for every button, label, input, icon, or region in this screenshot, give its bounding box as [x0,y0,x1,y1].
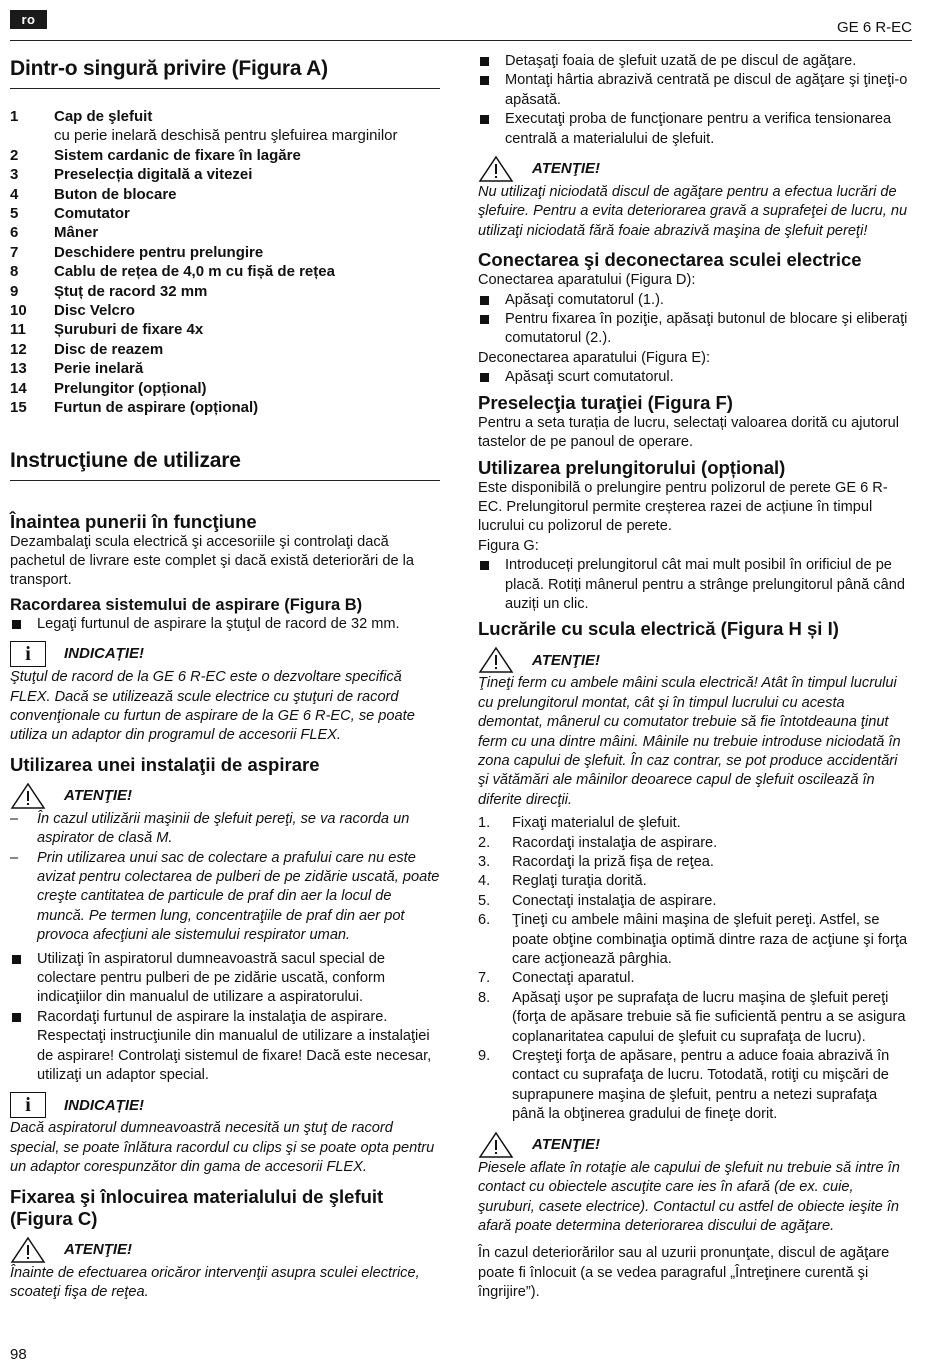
warning-item: – În cazul utilizării maşinii de şlefuit pereţi, se va racorda un aspirator de clasă M. [10,810,440,849]
page-number: 98 [10,1346,27,1363]
warning-text: Piesele aflate în rotaţie ale capului de şlefuit nu trebuie să intre în contact cu obiectele ascuţite care ies în afară (de ex. cuie, şuruburi, casete electrice). Contactul cu astfel de obiecte ieşite în afară poate determina deteriorarea discului de agăţare. [478,1159,900,1234]
step-number: 9. [478,1048,491,1065]
step-item [478,814,910,833]
warning-text: Nu utilizaţi niciodată discul de agăţare pentru a efectua lucrări de şlefuire. Pentru a evita deteriorarea gravă a suprafeţei de lucru, nu utilizaţi niciodată fără foaie abrazivă maşina de şlefuit pereţi! [478,184,908,239]
part-label: Disc de reazem [54,340,164,358]
extraction-bullets [10,950,440,1086]
part-label: Prelungitor (opțional) [54,379,207,397]
warning-item: – Prin utilizarea unui sac de colectare a prafului care nu este avizat pentru colectarea de pulberi de pe zidărie uscată, poate creşte cantitatea de particule de praf din aer la locul de muncă. Pe termen lung, concentraţiile de praf din aer pot provoca afecţiuni ale sistemului respirator uman. [10,849,440,946]
part-number: 12 [10,340,27,358]
note-text: Dacă aspiratorul dumneavoastră necesită un ştuţ de racord special, se poate înlătura racordul cu clips şi se poate opta pentru un adaptor corespunzător din gama de accesorii FLEX. [10,1120,435,1176]
bullet-item: Racordaţi furtunul de aspirare la instalaţia de aspirare. Respectaţi instrucţiunile din manualul de utilizare a instalaţiei de aspirare! Controlaţi sistemul de fixare! Dacă este necesar, utilizaţi un adaptor special. [10,1008,440,1086]
warning-header [478,155,910,183]
dust-extraction-heading: Racordarea sistemului de aspirare (Figura B) [10,595,363,614]
switch-on-intro: Conectarea aparatului (Figura D): [478,272,696,289]
right-column [478,52,910,1303]
part-item [10,243,440,262]
note-label: INDICAȚIE! [64,1096,144,1114]
warning-header [478,1131,910,1159]
part-number: 1 [10,108,19,125]
step-text: Fixaţi materialul de şlefuit. [512,815,681,832]
header-rule [10,40,912,41]
bullet-item: Apăsaţi comutatorul (1.). [478,291,910,310]
part-label: Cablu de rețea de 4,0 m cu fișă de rețea [54,263,335,281]
bullet-item: Apăsaţi scurt comutatorul. [478,368,910,387]
step-item [478,989,910,1047]
steps-list [478,814,910,1125]
bullet-item: Detaşaţi foaia de şlefuit uzată de pe discul de agăţare. [478,52,910,71]
step-text: Racordaţi instalaţia de aspirare. [512,834,718,851]
part-item [10,107,440,126]
part-number: 15 [10,399,27,417]
part-item [10,359,440,378]
step-number: 5. [478,892,491,909]
step-text: Conectaţi aparatul. [512,970,635,987]
part-item [10,301,440,320]
part-item [10,320,440,339]
step-text: Ţineţi cu ambele mâini maşina de şlefuit pereţi. Astfel, se poate obţine combinaţia optimă dintre raza de acţiune şi forţa care acţionează pârghia. [512,912,908,968]
switch-off-bullets [478,368,910,387]
step-number: 4. [478,873,491,890]
extension-heading: Utilizarea prelungitorului (opțional) [478,456,786,478]
note-header [10,1091,440,1119]
part-label: Mâner [54,224,99,242]
note-text: Ştuţul de racord de la GE 6 R-EC este o dezvoltare specifică FLEX. Dacă se utilizează scule electrice cu ştuţuri de racord convenţionale cu furtun de aspirare de la GE 6 R-EC, se poate utiliza un adaptor din programul de accesorii FLEX. [10,669,415,744]
step-item [478,872,910,891]
note-label: INDICAȚIE! [64,645,144,663]
part-label: Preselecția digitală a vitezei [54,166,253,184]
extraction-system-heading: Utilizarea unei instalaţii de aspirare [10,753,320,775]
part-item [10,340,440,359]
warning-triangle-icon [478,155,514,183]
part-number: 7 [10,243,19,261]
step-number: 2. [478,834,491,851]
switch-off-intro: Deconectarea aparatului (Figura E): [478,349,710,366]
before-use-heading: Înaintea punerii în funcţiune [10,510,257,532]
part-label: Disc Velcro [54,302,135,320]
step-item [478,969,910,988]
warning-text: Înainte de efectuarea oricăror intervenţii asupra sculei electrice, scoateţi fişa de reţea. [10,1264,420,1301]
step-number: 6. [478,912,491,929]
info-icon: i [10,641,46,667]
part-number: 2 [10,146,19,164]
part-label: Buton de blocare [54,185,177,203]
left-column [10,52,440,1302]
bullet-item: Introduceți prelungitorul cât mai mult posibil în orificiul de pe placă. Rotiți mânerul pentru a strânge prelungitorul până când auziți un clic. [478,556,910,614]
warning-triangle-icon [10,1236,46,1264]
note-header [10,640,440,668]
step-item [478,834,910,853]
switch-on-bullets [478,291,910,349]
warning-header [478,646,910,674]
step-text: Racordaţi la priză fişa de reţea. [512,854,714,870]
part-item [10,165,440,184]
step-item [478,911,910,969]
part-number: 6 [10,224,19,242]
part-item [10,398,440,417]
usage-heading: Instrucţiune de utilizare [10,448,241,472]
part-number: 13 [10,360,27,378]
part-number: 10 [10,302,27,320]
model-name: GE 6 R-EC [836,19,912,36]
before-use-text: Dezambalaţi scula electrică şi accesoriile şi controlaţi dacă pachetul de livrare este complet şi dacă există deteriorări de la transport. [10,533,414,589]
extension-bullets [478,556,910,614]
part-number: 8 [10,263,19,281]
part-label: Ștuț de racord 32 mm [54,282,208,300]
warning-label: ATENŢIE! [532,1135,601,1153]
bullet-item: Legaţi furtunul de aspirare la ştuţul de racord de 32 mm. [10,615,440,634]
part-item [10,204,440,223]
warning-label: ATENŢIE! [532,651,601,669]
bullet-item: Utilizaţi în aspiratorul dumneavoastră sacul special de colectare pentru pulberi de pe zidărie uscată, conform indicaţiilor din manualul de utilizare a aspiratorului. [10,950,440,1008]
warning-header [10,782,440,810]
part-item [10,379,440,398]
language-tab: ro [10,10,47,29]
part-label: Comutator [54,205,130,223]
sanding-bullets [478,52,910,149]
step-text: Reglaţi turaţia dorită. [512,873,647,890]
warning-label: ATENŢIE! [64,787,133,805]
part-number: 14 [10,379,27,397]
speed-preselection-heading: Preselecţia turaţiei (Figura F) [478,391,733,413]
step-text: Creşteţi forţa de apăsare, pentru a aduce foaia abrazivă în contact cu suprafaţa de lucru. Totodată, rotiţi cu mişcări de suprapunere maşina de şlefuit, pentru a netezi suprafaţa până la obţinerea gradului de fineţe dorit. [512,1048,890,1123]
dust-bullets [10,615,440,634]
part-item [10,262,440,281]
part-number: 5 [10,205,19,223]
step-item [478,853,910,872]
extension-figure-label: Figura G: [478,537,539,554]
step-number: 1. [478,815,491,832]
step-number: 8. [478,989,491,1006]
part-label: Cap de şlefuit [54,108,153,125]
warning-label: ATENŢIE! [64,1240,133,1258]
parts-list [10,107,440,418]
warning-label: ATENŢIE! [532,160,601,178]
part-label: Sistem cardanic de fixare în lagăre [54,146,301,164]
part-label: Șuruburi de fixare 4x [54,321,204,339]
switch-on-off-heading: Conectarea şi deconectarea sculei electrice [478,249,862,271]
step-number: 3. [478,854,491,870]
part-item [10,223,440,242]
part-description: cu perie inelară deschisă pentru şlefuirea marginilor [54,127,398,145]
part-label: Furtun de aspirare (opțional) [54,399,259,417]
info-icon: i [10,1092,46,1118]
part-label: Deschidere pentru prelungire [54,243,264,261]
overview-heading: Dintr-o singură privire (Figura A) [10,57,328,80]
speed-text: Pentru a seta turația de lucru, selectați valoarea dorită cu ajutorul tastelor de pe panoul de operare. [478,414,900,451]
step-item [478,1047,910,1125]
warning-triangle-icon [478,646,514,674]
part-label: Perie inelară [54,360,144,378]
bullet-item: Montaţi hârtia abrazivă centrată pe discul de agăţare şi ţineţi-o apăsată. [478,71,910,110]
extension-text: Este disponibilă o prelungire pentru polizorul de perete GE 6 R-EC. Prelungitorul permite creșterea razei de acțiune în timpul lucrului cu polizorul de perete. [478,479,888,535]
working-heading: Lucrările cu scula electrică (Figura H și I) [478,618,839,640]
final-text: În cazul deteriorărilor sau al uzurii pronunţate, discul de agăţare poate fi înlocuit (a se vedea paragraful „Întreţinere curentă şi îngrijire”). [478,1245,890,1301]
step-text: Apăsaţi uşor pe suprafaţa de lucru maşina de şlefuit pereţi (forţa de apăsare trebuie să fie suficientă pentru a se asigura coplanaritatea capului de şlefuit cu suprafaţa de lucru). [512,989,906,1045]
part-number: 11 [10,321,26,339]
warning-list [10,810,440,946]
bullet-item: Pentru fixarea în poziţie, apăsaţi butonul de blocare şi eliberaţi comutatorul (2.). [478,310,910,349]
sanding-material-heading: Fixarea şi înlocuirea materialului de şlefuit (Figura C) [10,1185,384,1229]
part-item [10,185,440,204]
warning-triangle-icon [478,1131,514,1159]
part-number: 4 [10,185,19,203]
step-item [478,892,910,911]
step-text: Conectaţi instalaţia de aspirare. [512,892,717,909]
part-item [10,282,440,301]
part-number: 3 [10,166,19,184]
part-item [10,146,440,165]
part-number: 9 [10,282,19,300]
warning-header [10,1236,440,1264]
step-number: 7. [478,970,491,987]
bullet-item: Executaţi proba de funcţionare pentru a verifica tensionarea centrală a materialului de şlefuit. [478,110,910,149]
warning-text: Ţineţi ferm cu ambele mâini scula electrică! Atât în timpul lucrului cu prelungitorul montat, cât şi în timpul lucrului cu acesta demontat, mânerul cu comutator trebuie să fie întotdeauna ţinut ferm cu una dintre mâini. Mâinile nu trebuie introduse niciodată în zona capului de şlefuit. În caz contrar, se pot produce accidentări şi vătămări ale mâinilor deoarece capul de şlefuit oscilează în diferite direcţii. [478,675,901,808]
warning-triangle-icon [10,782,46,810]
